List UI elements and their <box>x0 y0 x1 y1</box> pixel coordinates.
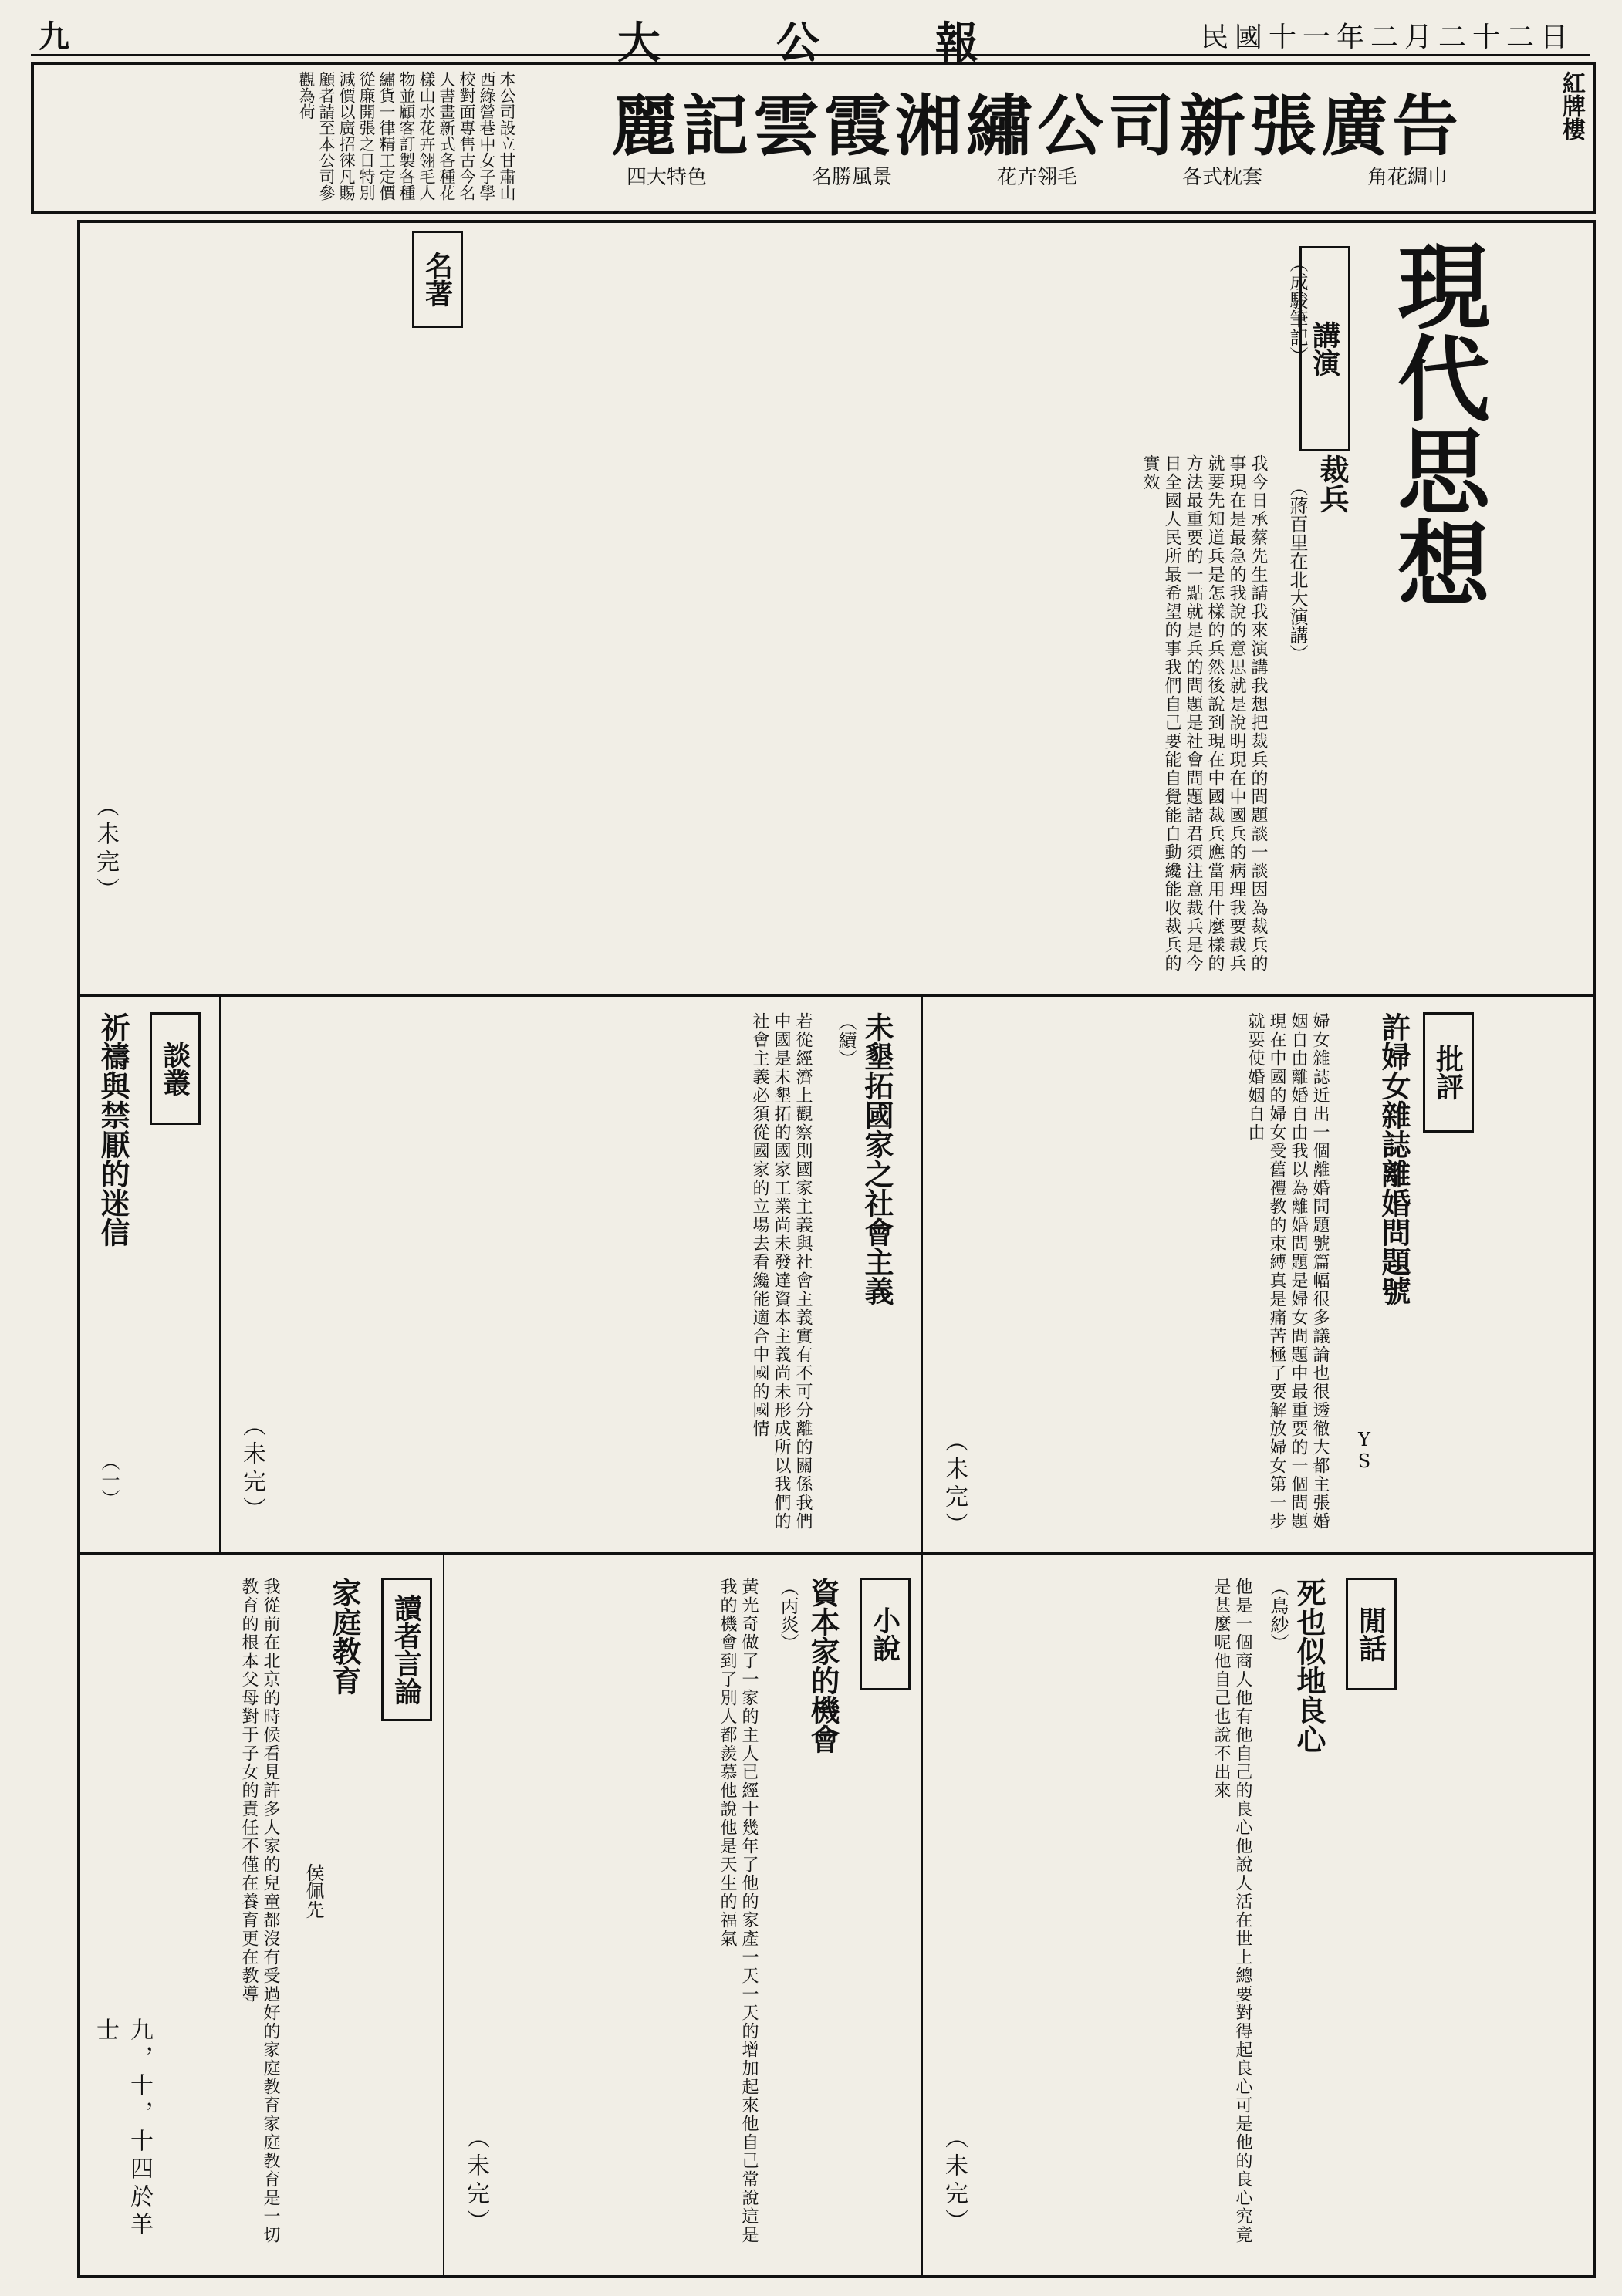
byline-caibing: （蔣百里在北大演講） <box>1286 478 1308 663</box>
ad-banner <box>31 62 1596 214</box>
lecture-box: 講演 <box>1299 246 1350 451</box>
sub-ciyu: （續） <box>835 1012 857 1068</box>
ad-tags <box>574 161 1500 192</box>
sub-qidao: （一） <box>98 1452 120 1508</box>
ad-tag: 角花綢巾 <box>1367 166 1448 189</box>
reader-box: 讀者言論 <box>381 1578 432 1721</box>
article-title-caibing: 裁兵 <box>1315 454 1350 513</box>
byline-nuxing: YS <box>1353 1429 1375 1472</box>
article-title-nuxing: 許婦女雜誌離婚問題號 <box>1377 1012 1411 1305</box>
article-title-jiating: 家庭教育 <box>327 1578 362 1695</box>
column-divider <box>921 997 923 1552</box>
article-end-siye: （未完） <box>941 2125 968 2237</box>
article-title-ziben: 資本家的機會 <box>806 1578 840 1754</box>
recorder-caibing: （成駿筆記） <box>1286 254 1308 365</box>
article-body-ziben: 黃光奇做了一家的主人已經十幾年了他的家產一天一天的增加起來他自己常說這是我的機會到了別人都羨慕他說他是天生的福氣 <box>718 1578 759 2244</box>
ad-notice: 本公司設立甘肅山西綠營巷中女子學校對面專售古今名人書畫新式各種花樣山水花卉翎毛人物並顧客訂製各種繡貨一律精工定價從廉開張之日特別減價以廣招徠凡賜顧者請至本公司參觀為荷 <box>297 71 516 201</box>
column-divider <box>219 997 221 1552</box>
issue-date: 民國十一年二月二十二日 <box>1200 22 1574 53</box>
ad-location: 紅牌樓 <box>1558 71 1585 140</box>
article-body-nuxing: 婦女雜誌近出一個離婚問題號篇幅很多議論也很透徹大都主張婚姻自由離婚自由我以為離婚問題是婦女問題中最重要的一個問題現在中國的婦女受舊禮教的束縛真是痛苦極了要解放婦女第一步就要使婚姻自由 <box>1245 1012 1330 1531</box>
critique-box: 批評 <box>1423 1012 1474 1133</box>
article-end-ciyu: （未完） <box>238 1413 265 1524</box>
ad-tag: 花卉翎毛 <box>996 166 1077 189</box>
famous-box: 名著 <box>412 231 463 328</box>
author-jiating: 侯佩先 <box>302 1863 324 1919</box>
article-body-caibing: 我今日承蔡先生請我來演講我想把裁兵的問題談一談因為裁兵的事現在是最急的我說的意思就是說明現在中國兵的病理我要裁兵就要先知道兵是怎樣的兵然後說到現在中國裁兵應當用什麼樣的方法最重要的一點就是兵的問題是社會問題諸君須注意裁兵是今日全國人民所最希望的事我們自己要能自覺能自動纔能收裁兵的實效 <box>1140 454 1268 973</box>
content-frame <box>77 220 1596 2278</box>
author-siye: （鳥紗） <box>1267 1578 1289 1652</box>
article-body-siye: 他是一個商人他有他自己的良心他說人活在世上總要對得起良心可是他的良心究竟是甚麼呢他自己也說不出來 <box>1211 1578 1252 2244</box>
article-end-nuxing: （未完） <box>941 1429 968 1540</box>
ad-tag: 各式枕套 <box>1181 166 1262 189</box>
article-title-ciyu: 未墾拓國家之社會主義 <box>860 1012 894 1305</box>
paper-name: 大公報 <box>617 18 1094 69</box>
row-bottom <box>80 1555 1593 2275</box>
row-middle <box>80 997 1593 1555</box>
article-body-jiating: 我從前在北京的時候看見許多人家的兒童都沒有受過好的家庭教育家庭教育是一切教育的根本父母對于子女的責任不僅在養育更在教導 <box>239 1578 280 2244</box>
author-ziben: （丙炎） <box>777 1578 799 1652</box>
salon-box: 談叢 <box>150 1012 201 1125</box>
novel-box: 小說 <box>860 1578 911 1690</box>
ad-title: 麗記雲霞湘繡公司新張廣告 <box>611 87 1463 165</box>
ad-tag: 名勝風景 <box>811 166 892 189</box>
article-end-caibing: （未完） <box>92 794 119 905</box>
article-title-siye: 死也似地良心 <box>1292 1578 1326 1754</box>
column-divider <box>921 1555 923 2275</box>
row-top <box>80 223 1593 997</box>
section-heading: 現代思想 <box>1382 238 1491 609</box>
idle-box: 閒話 <box>1346 1578 1397 1690</box>
ad-tag: 四大特色 <box>626 166 707 189</box>
article-title-qidao: 祈禱與禁厭的迷信 <box>96 1012 130 1247</box>
column-divider <box>443 1555 444 2275</box>
masthead <box>31 8 1590 69</box>
article-end-ziben: （未完） <box>462 2125 489 2237</box>
article-end-jiating: 九，十，十四於羊士 <box>92 2017 153 2240</box>
article-body-ciyu: 若從經濟上觀察則國家主義與社會主義實有不可分離的關係我們中國是未墾拓的國家工業尚未發達資本主義尚未形成所以我們的社會主義必須從國家的立場去看纔能適合中國的國情 <box>750 1012 813 1531</box>
page-number: 九 <box>39 19 69 55</box>
